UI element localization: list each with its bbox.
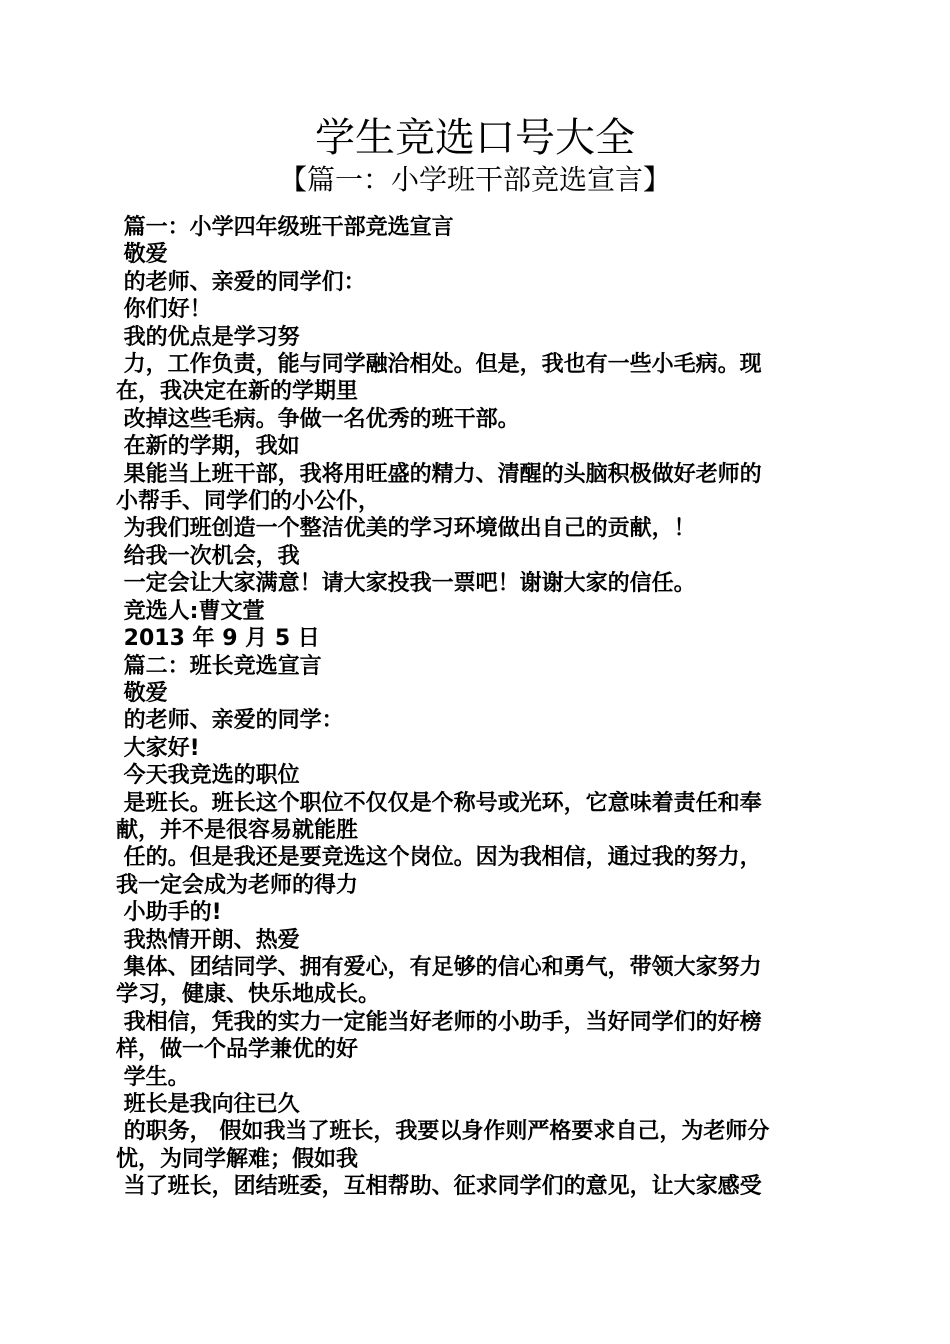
body-line: 任的。但是我还是要竞选这个岗位。因为我相信，通过我的努力， <box>116 845 762 871</box>
body-line: 在，我决定在新的学期里 <box>116 379 359 405</box>
body-line: 小助手的! <box>116 900 222 926</box>
body-line: 的老师、亲爱的同学： <box>116 708 344 734</box>
body-line: 学习，健康、快乐地成长。 <box>116 982 381 1008</box>
body-line: 一定会让大家满意！请大家投我一票吧！谢谢大家的信任。 <box>116 571 696 597</box>
body-line: 篇一：小学四年级班干部竞选宣言 <box>116 215 454 240</box>
body-line: 敬爱 <box>116 680 168 706</box>
body-line: 敬爱 <box>116 242 168 268</box>
document-subtitle: 【篇一：小学班干部竞选宣言】 <box>278 163 671 196</box>
body-line: 我热情开朗、热爱 <box>116 927 300 953</box>
body-line: 篇二：班长竞选宣言 <box>116 653 322 679</box>
body-line: 我一定会成为老师的得力 <box>116 872 359 898</box>
body-line: 你们好！ <box>116 297 212 323</box>
document-body <box>116 214 826 1201</box>
body-line: 忧，为同学解难；假如我 <box>116 1146 359 1172</box>
body-line: 学生。 <box>116 1064 190 1090</box>
body-line: 力，工作负责，能与同学融洽相处。但是，我也有一些小毛病。现 <box>116 352 762 378</box>
body-line: 我相信，凭我的实力一定能当好老师的小助手，当好同学们的好榜 <box>116 1009 762 1035</box>
body-line: 班长是我向往已久 <box>116 1092 300 1117</box>
body-line: 给我一次机会，我 <box>116 543 300 569</box>
body-line: 献，并不是很容易就能胜 <box>116 817 359 843</box>
body-line: 改掉这些毛病。争做一名优秀的班干部。 <box>116 406 520 432</box>
body-line: 大家好! <box>116 735 200 761</box>
body-line: 2013 年 9 月 5 日 <box>116 626 320 652</box>
body-line: 是班长。班长这个职位不仅仅是个称号或光环，它意味着责任和奉 <box>116 790 762 816</box>
body-line: 竞选人:曹文萱 <box>116 598 265 624</box>
document-title: 学生竞选口号大全 <box>315 115 635 161</box>
body-line: 果能当上班干部，我将用旺盛的精力、清醒的头脑积极做好老师的 <box>116 461 762 487</box>
body-line: 样，做一个品学兼优的好 <box>116 1037 359 1063</box>
body-line: 小帮手、同学们的小公仆， <box>116 489 381 515</box>
body-line: 我的优点是学习努 <box>116 324 300 350</box>
body-line: 集体、团结同学、拥有爱心，有足够的信心和勇气，带领大家努力 <box>116 954 762 980</box>
body-line: 今天我竞选的职位 <box>116 763 300 789</box>
body-line: 的职务， 假如我当了班长，我要以身作则严格要求自己，为老师分 <box>116 1119 770 1145</box>
body-line: 在新的学期，我如 <box>116 434 300 460</box>
body-line: 的老师、亲爱的同学们： <box>116 269 366 295</box>
body-line: 当了班长，团结班委，互相帮助、征求同学们的意见，让大家感受 <box>116 1174 762 1200</box>
body-line: 为我们班创造一个整洁优美的学习环境做出自己的贡献，！ <box>116 516 696 542</box>
